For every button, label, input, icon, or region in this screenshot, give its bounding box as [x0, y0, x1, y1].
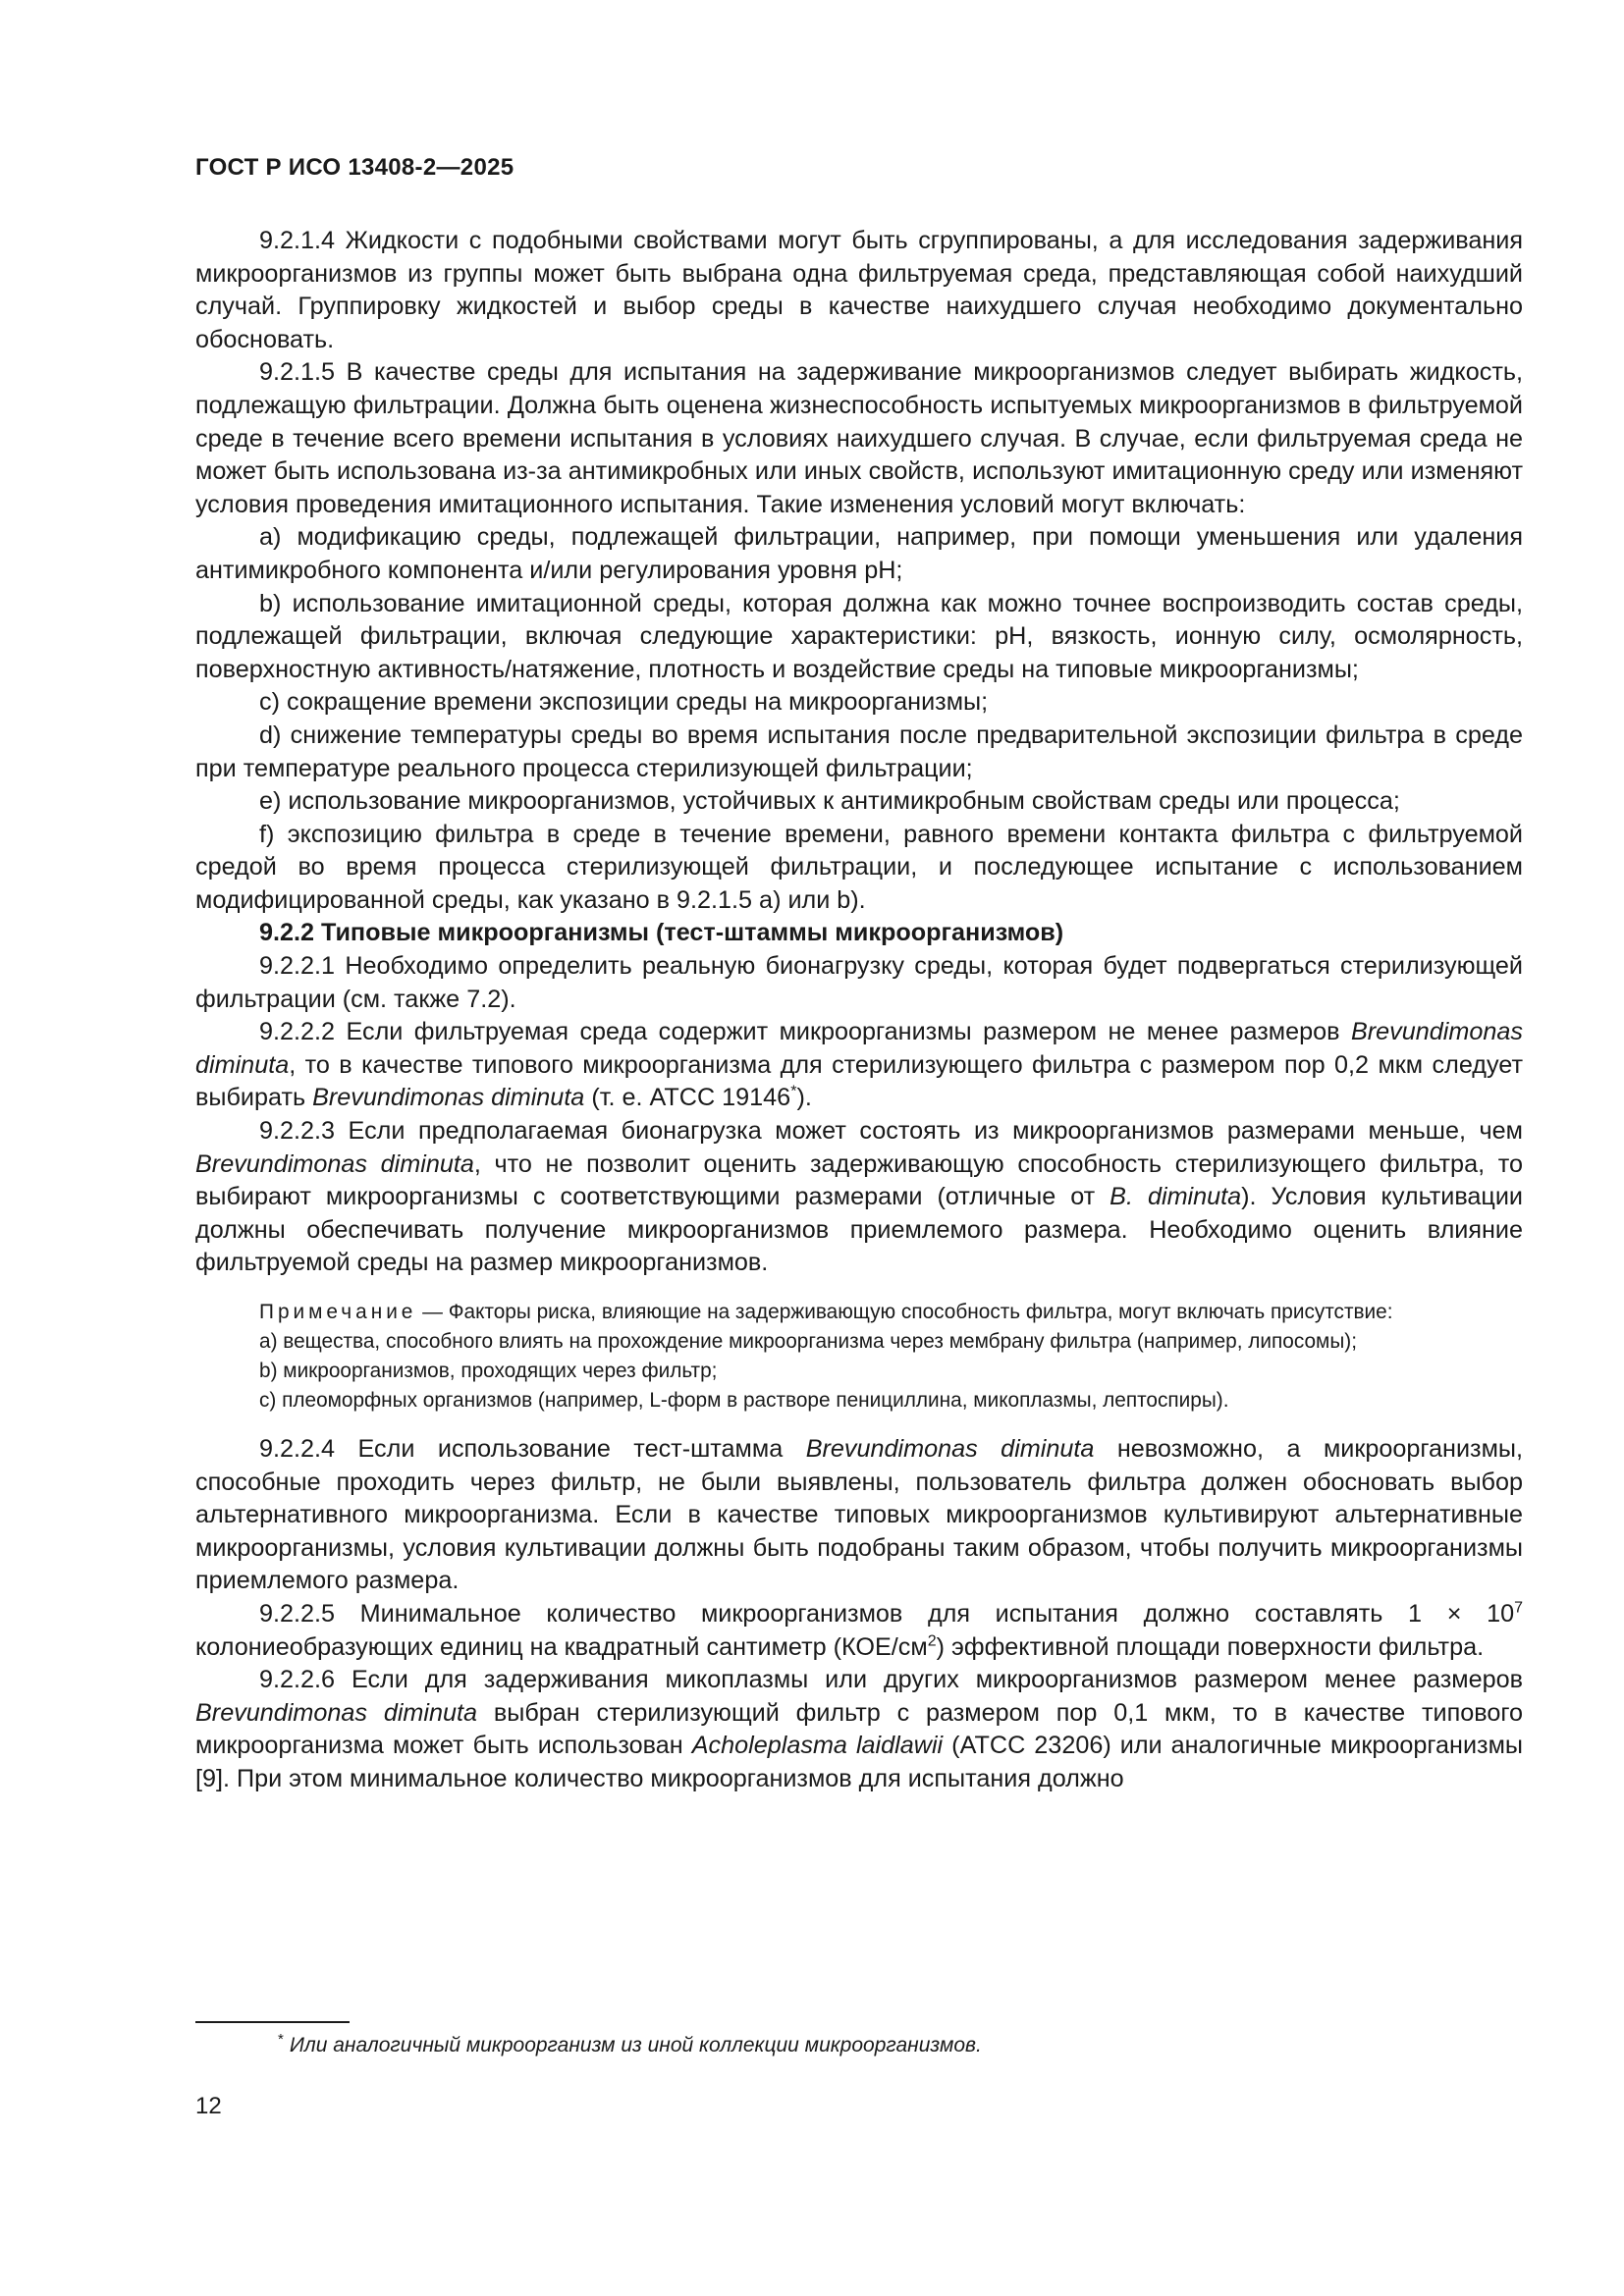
list-item-e: e) использование микроорганизмов, устойчивых к антимикробным свойствам среды или процесса;: [259, 787, 1400, 816]
paragraph-9-2-2-2: 9.2.2.2 Если фильтруемая среда содержит микроорганизмы размером не менее размеров Brevundimonas diminuta, то в качестве типового микроорганизма для стерилизующего фильтра с размером пор 0,2 мкм следует выбирать Brevundimonas diminuta (т. е. ATCC 19146*).: [195, 1018, 1523, 1112]
list-item-f: f) экспозицию фильтра в среде в течение времени, равного времени контакта фильтра с фильтруемой средой во время процесса стерилизующей фильтрации, и последующее испытание с использованием модифицированной среды, как указано в 9.2.1.5 a) или b).: [195, 820, 1523, 914]
list-item-c: c) сокращение времени экспозиции среды на микроорганизмы;: [259, 688, 989, 717]
list-item-a: a) модификацию среды, подлежащей фильтрации, например, при помощи уменьшения или удаления антимикробного компонента и/или регулирования уровня pH;: [195, 523, 1523, 584]
paragraph-9-2-1-4: 9.2.1.4 Жидкости с подобными свойствами могут быть сгруппированы, а для исследования задерживания микроорганизмов из группы может быть выбрана одна фильтруемая среда, представляющая собой наихудший случай. Группировку жидкостей и выбор среды в качестве наихудшего случая необходимо документально обосновать.: [195, 227, 1523, 353]
section-title-9-2-2: 9.2.2 Типовые микроорганизмы (тест-штаммы микроорганизмов): [259, 919, 1064, 947]
document-body: [195, 225, 1523, 1796]
paragraph-9-2-2-6: 9.2.2.6 Если для задерживания микоплазмы или других микроорганизмов размером менее размеров Brevundimonas diminuta выбран стерилизующий фильтр с размером пор 0,1 мкм, то в качестве типового микроорганизма может быть использован Acholeplasma laidlawii (ATCC 23206) или аналогичные микроорганизмы [9]. При этом минимальное количество микроорганизмов для испытания должно: [195, 1666, 1523, 1792]
note-intro: Примечание — Факторы риска, влияющие на задерживающую способность фильтра, могут включать присутствие:: [259, 1301, 1393, 1323]
list-item-b: b) использование имитационной среды, которая должна как можно точнее воспроизводить состав среды, подлежащей фильтрации, включая следующие характеристики: pH, вязкость, ионную силу, осмолярность, поверхностную активность/натяжение, плотность и воздействие среды на типовые микроорганизмы;: [195, 589, 1523, 683]
note-item-a: a) вещества, способного влиять на прохождение микроорганизма через мембрану фильтра (например, липосомы);: [259, 1330, 1358, 1353]
document-header: ГОСТ Р ИСО 13408-2—2025: [195, 154, 514, 181]
paragraph-9-2-2-5: 9.2.2.5 Минимальное количество микроорганизмов для испытания должно составлять $1 \times 10^7$ колониеобразующих единиц на квадратный сантиметр $(КОЕ/см^2)$ эффективной площади поверхности фильтра.: [195, 1599, 1523, 1661]
paragraph-9-2-2-4: 9.2.2.4 Если использование тест-штамма Brevundimonas diminuta невозможно, а микроорганизмы, способные проходить через фильтр, не были выявлены, пользователь фильтра должен обосновать выбор альтернативного микроорганизма. Если в качестве типовых микроорганизмов культивируют альтернативные микроорганизмы, условия культивации должны быть подобраны таким образом, чтобы получить микроорганизмы приемлемого размера.: [195, 1435, 1523, 1595]
paragraph-9-2-2-1: 9.2.2.1 Необходимо определить реальную бионагрузку среды, которая будет подвергаться стерилизующей фильтрации (см. также 7.2).: [195, 952, 1523, 1013]
note-block: [195, 1298, 1523, 1415]
note-item-c: c) плеоморфных организмов (например, L-форм в растворе пенициллина, микоплазмы, лептоспиры).: [259, 1389, 1229, 1412]
paragraph-9-2-2-3: 9.2.2.3 Если предполагаемая бионагрузка может состоять из микроорганизмов размерами меньше, чем Brevundimonas diminuta, что не позволит оценить задерживающую способность стерилизующего фильтра, то выбирают микроорганизмы с соответствующими размерами (отличные от B. diminuta). Условия культивации должны обеспечивать получение микроорганизмов приемлемого размера. Необходимо оценить влияние фильтруемой среды на размер микроорганизмов.: [195, 1117, 1523, 1277]
footnote-divider: [195, 2021, 350, 2023]
note-item-b: b) микроорганизмов, проходящих через фильтр;: [259, 1360, 718, 1382]
footnote: * Или аналогичный микроорганизм из иной коллекции микроорганизмов.: [278, 2031, 982, 2056]
paragraph-9-2-1-5: 9.2.1.5 В качестве среды для испытания на задерживание микроорганизмов следует выбирать жидкость, подлежащую фильтрации. Должна быть оценена жизнеспособность испытуемых микроорганизмов в фильтруемой среде в течение всего времени испытания в условиях наихудшего случая. В случае, если фильтруемая среда не может быть использована из-за антимикробных или иных свойств, используют имитационную среду или изменяют условия проведения имитационного испытания. Такие изменения условий могут включать:: [195, 358, 1523, 518]
list-item-d: d) снижение температуры среды во время испытания после предварительной экспозиции фильтра в среде при температуре реального процесса стерилизующей фильтрации;: [195, 721, 1523, 782]
page-number: 12: [195, 2093, 222, 2119]
